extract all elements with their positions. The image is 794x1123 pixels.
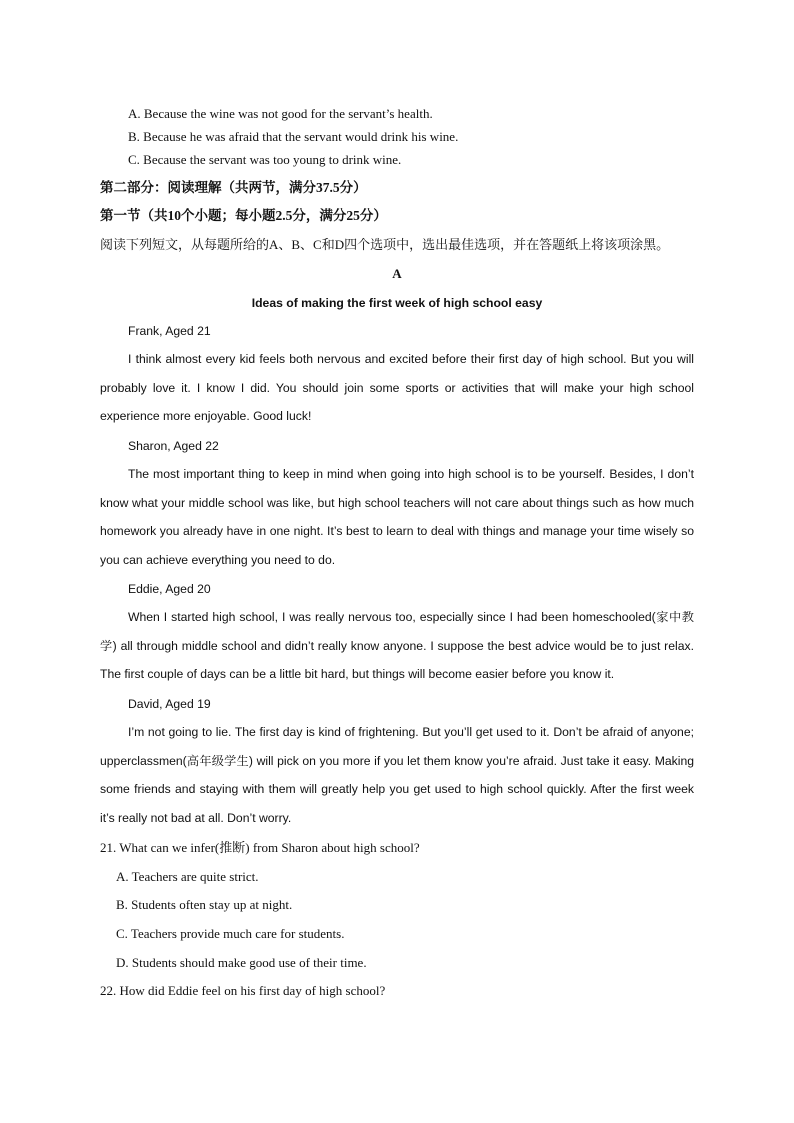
question-21-option-a: A. Teachers are quite strict. xyxy=(116,869,259,884)
question-21-option-d: D. Students should make good use of their time. xyxy=(116,955,367,970)
author-eddie: Eddie, Aged 20 xyxy=(128,582,211,596)
author-david: David, Aged 19 xyxy=(128,697,211,711)
subsection-title: 第一节（共10个小题；每小题2.5分，满分25分） xyxy=(100,208,387,223)
prev-option-c: C. Because the servant was too young to drink wine. xyxy=(128,152,402,167)
paragraph-eddie: When I started high school, I was really nervous too, especially since I had been homeschooled(家中教学) all through middle school and didn’t really know anyone. I suppose the best advice would be to just relax. The first couple of days can be a little bit hard, but things will become easier before you know it. xyxy=(100,610,694,682)
question-21-option-b: B. Students often stay up at night. xyxy=(116,897,293,912)
author-frank: Frank, Aged 21 xyxy=(128,324,211,338)
part-title: 第二部分：阅读理解（共两节，满分37.5分） xyxy=(100,180,367,195)
paragraph-frank: I think almost every kid feels both nervous and excited before their first day of high school. But you will probably love it. I know I did. You should join some sports or activities that will make your high school experience more enjoyable. Good luck! xyxy=(100,352,694,424)
question-21-option-c: C. Teachers provide much care for students. xyxy=(116,926,345,941)
passage-label: A xyxy=(392,266,402,281)
instructions: 阅读下列短文，从每题所给的A、B、C和D四个选项中，选出最佳选项，并在答题纸上将该项涂黑。 xyxy=(100,237,670,252)
paragraph-sharon: The most important thing to keep in mind when going into high school is to be yourself. Besides, I don’t know what your middle school was like, but high school teachers will not care about things such as how much homework you already have in one night. It’s best to learn to deal with things and manage your time wisely so you can achieve everything you need to do. xyxy=(100,467,694,568)
question-22-stem: 22. How did Eddie feel on his first day of high school? xyxy=(100,983,386,998)
author-sharon: Sharon, Aged 22 xyxy=(128,439,219,453)
question-21-stem: 21. What can we infer(推断) from Sharon about high school? xyxy=(100,840,420,855)
paragraph-david: I’m not going to lie. The first day is kind of frightening. But you’ll get used to it. Don’t be afraid of anyone; upperclassmen(高年级学生) will pick on you more if you let them know you’re afraid. Just take it easy. Making some friends and staying with them will greatly help you get used to high school quickly. After the first week it’s really not bad at all. Don’t worry. xyxy=(100,725,694,826)
prev-option-a: A. Because the wine was not good for the servant’s health. xyxy=(128,106,433,121)
passage-title: Ideas of making the first week of high school easy xyxy=(251,296,543,310)
prev-option-b: B. Because he was afraid that the servant would drink his wine. xyxy=(128,129,459,144)
